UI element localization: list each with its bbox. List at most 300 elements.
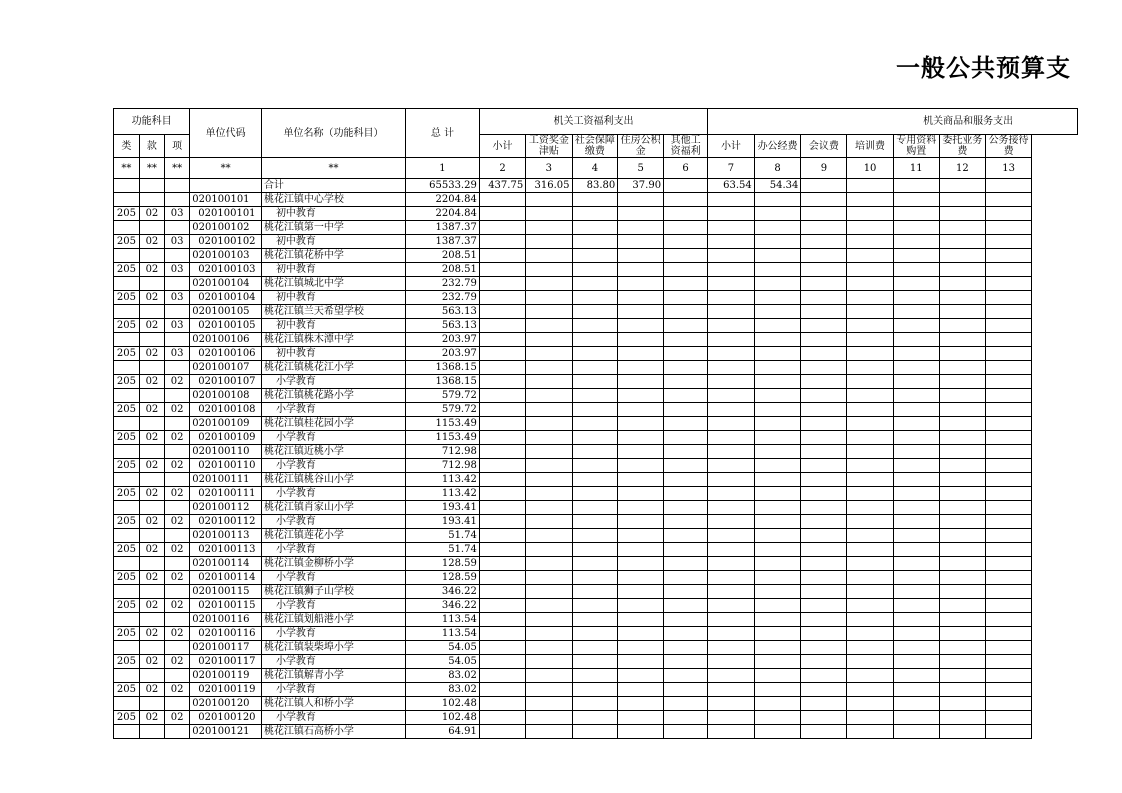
total-cell: 1368.15 <box>405 361 479 375</box>
table-cell <box>847 487 893 501</box>
table-cell <box>847 249 893 263</box>
unit-code-cell: 020100120 <box>190 711 262 725</box>
table-cell <box>801 319 847 333</box>
unit-name-cell: 桃花江镇株木潭中学 <box>261 333 405 347</box>
unit-code-cell: 020100117 <box>190 655 262 669</box>
kuan-cell <box>139 361 164 375</box>
table-row <box>114 305 1078 319</box>
table-cell <box>801 529 847 543</box>
table-cell <box>847 459 893 473</box>
table-cell <box>754 277 801 291</box>
table-cell <box>893 669 939 683</box>
table-cell <box>847 655 893 669</box>
star-cell: ** <box>261 158 405 179</box>
table-cell <box>893 347 939 361</box>
total-cell: 1368.15 <box>405 375 479 389</box>
xiang-cell: 03 <box>165 347 190 361</box>
table-cell <box>847 263 893 277</box>
table-cell <box>664 627 708 641</box>
table-cell <box>708 333 755 347</box>
unit-code-cell: 020100115 <box>190 599 262 613</box>
table-cell <box>985 515 1031 529</box>
unit-name-cell: 小学教育 <box>261 627 405 641</box>
table-cell <box>801 249 847 263</box>
kuan-cell <box>139 277 164 291</box>
xiang-cell <box>165 221 190 235</box>
table-cell <box>847 669 893 683</box>
xiang-cell: 02 <box>165 655 190 669</box>
table-cell <box>618 683 664 697</box>
table-cell <box>526 473 572 487</box>
table-cell <box>893 193 939 207</box>
table-row <box>114 221 1078 235</box>
table-cell <box>754 697 801 711</box>
column-header: 会议费 <box>801 135 847 158</box>
table-cell <box>664 249 708 263</box>
table-cell <box>939 417 985 431</box>
table-cell <box>801 697 847 711</box>
table-cell <box>479 627 525 641</box>
table-cell <box>893 627 939 641</box>
table-cell <box>754 319 801 333</box>
kuan-cell <box>139 669 164 683</box>
total-cell: 113.54 <box>405 613 479 627</box>
table-cell <box>526 515 572 529</box>
kuan-cell: 02 <box>139 347 164 361</box>
column-number: 1 <box>405 158 479 179</box>
table-cell <box>801 627 847 641</box>
lei-cell <box>114 221 140 235</box>
unit-name-cell: 桃花江镇装柴埠小学 <box>261 641 405 655</box>
table-cell <box>801 193 847 207</box>
table-cell <box>985 487 1031 501</box>
table-row <box>114 669 1078 683</box>
table-cell <box>939 641 985 655</box>
table-cell <box>526 221 572 235</box>
table-cell <box>708 557 755 571</box>
unit-name-cell: 小学教育 <box>261 599 405 613</box>
unit-code-cell: 020100103 <box>190 249 262 263</box>
table-cell <box>618 235 664 249</box>
column-number: 9 <box>801 158 847 179</box>
unit-code-cell: 020100102 <box>190 235 262 249</box>
kuan-cell: 02 <box>139 683 164 697</box>
table-cell <box>572 683 618 697</box>
table-cell <box>847 725 893 739</box>
table-cell <box>847 571 893 585</box>
table-cell <box>572 305 618 319</box>
func-subject-header: 功能科目 <box>114 109 190 135</box>
table-row <box>114 711 1078 725</box>
table-cell <box>572 669 618 683</box>
unit-name-cell: 小学教育 <box>261 571 405 585</box>
table-cell <box>847 529 893 543</box>
total-cell: 193.41 <box>405 501 479 515</box>
header-row-1 <box>114 109 1078 135</box>
table-cell <box>479 613 525 627</box>
table-cell <box>939 207 985 221</box>
table-cell <box>708 417 755 431</box>
table-cell <box>526 487 572 501</box>
table-cell <box>479 249 525 263</box>
table-cell <box>801 417 847 431</box>
kuan-cell <box>139 641 164 655</box>
kuan-cell <box>139 613 164 627</box>
lei-cell <box>114 501 140 515</box>
xiang-cell: 02 <box>165 487 190 501</box>
table-cell <box>939 697 985 711</box>
total-value: 65533.29 <box>405 179 479 193</box>
table-cell <box>664 711 708 725</box>
xiang-cell <box>165 725 190 739</box>
lei-cell <box>114 193 140 207</box>
table-cell <box>847 319 893 333</box>
total-cell: 1387.37 <box>405 235 479 249</box>
table-cell <box>801 655 847 669</box>
table-cell <box>754 263 801 277</box>
kuan-cell: 02 <box>139 655 164 669</box>
table-cell <box>985 725 1031 739</box>
lei-cell <box>114 725 140 739</box>
table-cell <box>526 543 572 557</box>
table-row <box>114 613 1078 627</box>
unit-code-cell: 020100111 <box>190 473 262 487</box>
column-header: 培训费 <box>847 135 893 158</box>
total-cell: 563.13 <box>405 305 479 319</box>
kuan-cell <box>139 221 164 235</box>
table-cell <box>479 389 525 403</box>
total-cell: 54.05 <box>405 641 479 655</box>
table-cell <box>526 389 572 403</box>
unit-code-cell: 020100113 <box>190 543 262 557</box>
table-cell <box>572 711 618 725</box>
table-cell <box>708 599 755 613</box>
table-cell <box>985 669 1031 683</box>
table-cell <box>801 305 847 319</box>
total-cell: 563.13 <box>405 319 479 333</box>
lei-cell: 205 <box>114 627 140 641</box>
column-header: 小计 <box>708 135 755 158</box>
unit-name-cell: 小学教育 <box>261 375 405 389</box>
table-cell <box>893 557 939 571</box>
kuan-cell <box>139 725 164 739</box>
table-cell <box>939 403 985 417</box>
column-header: 办公经费 <box>754 135 801 158</box>
table-cell <box>572 585 618 599</box>
table-cell <box>664 487 708 501</box>
table-cell <box>479 445 525 459</box>
xiang-cell <box>165 669 190 683</box>
table-row <box>114 235 1078 249</box>
table-cell <box>664 319 708 333</box>
table-cell <box>893 641 939 655</box>
table-cell <box>801 207 847 221</box>
unit-name-cell: 桃花江镇莲花小学 <box>261 529 405 543</box>
kuan-cell: 02 <box>139 431 164 445</box>
table-cell <box>801 235 847 249</box>
unit-name-header: 单位名称（功能科目） <box>261 109 405 158</box>
table-cell <box>526 375 572 389</box>
table-cell <box>664 347 708 361</box>
lei-cell <box>114 529 140 543</box>
kuan-cell <box>139 333 164 347</box>
unit-code-cell: 020100120 <box>190 697 262 711</box>
table-row <box>114 697 1078 711</box>
kuan-cell <box>139 249 164 263</box>
table-cell <box>572 291 618 305</box>
table-cell <box>985 571 1031 585</box>
xiang-cell: 03 <box>165 291 190 305</box>
table-cell <box>754 487 801 501</box>
table-cell <box>754 641 801 655</box>
table-cell <box>847 473 893 487</box>
table-cell <box>893 235 939 249</box>
table-cell <box>664 403 708 417</box>
table-cell <box>847 515 893 529</box>
table-cell <box>939 557 985 571</box>
table-cell <box>939 473 985 487</box>
kuan-cell <box>139 585 164 599</box>
table-row <box>114 585 1078 599</box>
total-header: 总 计 <box>405 109 479 158</box>
table-cell <box>618 207 664 221</box>
table-cell <box>754 613 801 627</box>
table-cell <box>847 235 893 249</box>
table-cell <box>939 291 985 305</box>
table-cell <box>893 375 939 389</box>
table-cell <box>708 361 755 375</box>
lei-cell <box>114 557 140 571</box>
table-cell <box>572 473 618 487</box>
table-cell <box>985 389 1031 403</box>
table-cell <box>847 613 893 627</box>
table-cell <box>572 515 618 529</box>
table-row <box>114 543 1078 557</box>
column-header: 工资奖金津贴 <box>526 135 572 158</box>
kuan-cell <box>139 697 164 711</box>
table-cell <box>893 277 939 291</box>
total-cell: 712.98 <box>405 459 479 473</box>
table-cell <box>572 277 618 291</box>
table-cell <box>939 585 985 599</box>
table-cell <box>801 221 847 235</box>
unit-code-cell: 020100109 <box>190 431 262 445</box>
table-cell <box>572 487 618 501</box>
table-cell <box>618 613 664 627</box>
unit-code-cell: 020100113 <box>190 529 262 543</box>
table-cell <box>847 711 893 725</box>
table-cell <box>893 305 939 319</box>
table-cell <box>618 585 664 599</box>
kuan-cell: 02 <box>139 571 164 585</box>
unit-code-cell: 020100101 <box>190 193 262 207</box>
kuan-cell <box>139 529 164 543</box>
table-cell <box>618 445 664 459</box>
column-header: 小计 <box>479 135 525 158</box>
table-row <box>114 641 1078 655</box>
unit-code-cell: 020100116 <box>190 613 262 627</box>
table-row <box>114 529 1078 543</box>
table-cell <box>939 599 985 613</box>
table-cell <box>801 571 847 585</box>
table-cell <box>708 347 755 361</box>
total-cell: 316.05 <box>526 179 572 193</box>
lei-cell: 205 <box>114 599 140 613</box>
table-cell <box>526 627 572 641</box>
unit-name-cell: 初中教育 <box>261 263 405 277</box>
table-cell <box>801 473 847 487</box>
table-cell <box>618 711 664 725</box>
table-cell <box>754 389 801 403</box>
table-row <box>114 557 1078 571</box>
table-cell <box>526 249 572 263</box>
table-cell <box>985 249 1031 263</box>
table-cell <box>618 515 664 529</box>
unit-name-cell: 桃花江镇花桥中学 <box>261 249 405 263</box>
xiang-cell <box>165 445 190 459</box>
unit-code-cell: 020100109 <box>190 417 262 431</box>
kuan-cell: 02 <box>139 235 164 249</box>
table-cell <box>847 599 893 613</box>
lei-cell: 205 <box>114 459 140 473</box>
unit-code-cell: 020100102 <box>190 221 262 235</box>
table-cell <box>572 235 618 249</box>
xiang-cell <box>165 529 190 543</box>
table-cell <box>754 515 801 529</box>
unit-name-cell: 桃花江镇桃花路小学 <box>261 389 405 403</box>
table-cell <box>939 529 985 543</box>
table-cell <box>985 557 1031 571</box>
xiang-cell <box>165 641 190 655</box>
table-cell <box>708 305 755 319</box>
xiang-cell: 03 <box>165 207 190 221</box>
unit-code-header: 单位代码 <box>190 109 262 158</box>
table-cell <box>526 431 572 445</box>
table-cell <box>572 333 618 347</box>
table-cell <box>801 599 847 613</box>
table-cell <box>664 361 708 375</box>
table-cell <box>985 711 1031 725</box>
table-cell <box>708 473 755 487</box>
table-cell <box>572 431 618 445</box>
table-row <box>114 333 1078 347</box>
table-cell <box>801 277 847 291</box>
column-header: 社会保障缴费 <box>572 135 618 158</box>
xiang-cell <box>165 585 190 599</box>
table-cell <box>664 613 708 627</box>
table-cell <box>801 557 847 571</box>
total-cell: 579.72 <box>405 389 479 403</box>
table-cell <box>479 641 525 655</box>
table-cell <box>526 613 572 627</box>
table-cell <box>708 263 755 277</box>
table-cell <box>526 235 572 249</box>
table-cell <box>479 697 525 711</box>
unit-name-cell: 桃花江镇中心学校 <box>261 193 405 207</box>
table-cell <box>479 235 525 249</box>
table-cell <box>754 543 801 557</box>
total-cell: 113.54 <box>405 627 479 641</box>
table-cell <box>754 375 801 389</box>
unit-name-cell: 小学教育 <box>261 431 405 445</box>
unit-name-cell: 桃花江镇桃花江小学 <box>261 361 405 375</box>
table-cell <box>664 515 708 529</box>
table-cell <box>572 249 618 263</box>
table-cell <box>985 263 1031 277</box>
table-cell <box>479 221 525 235</box>
table-cell <box>664 277 708 291</box>
table-cell <box>618 571 664 585</box>
lei-cell <box>114 669 140 683</box>
xiang-cell <box>165 473 190 487</box>
table-cell <box>479 403 525 417</box>
kuan-cell: 02 <box>139 627 164 641</box>
total-cell: 712.98 <box>405 445 479 459</box>
table-cell <box>664 655 708 669</box>
table-cell <box>618 319 664 333</box>
table-row <box>114 263 1078 277</box>
column-number: 3 <box>526 158 572 179</box>
total-cell: 579.72 <box>405 403 479 417</box>
table-cell <box>893 263 939 277</box>
xiang-cell: 02 <box>165 459 190 473</box>
unit-code-cell: 020100110 <box>190 445 262 459</box>
table-cell <box>664 291 708 305</box>
table-cell <box>939 725 985 739</box>
table-cell <box>526 305 572 319</box>
table-cell <box>526 529 572 543</box>
table-cell <box>664 571 708 585</box>
unit-name-cell: 初中教育 <box>261 291 405 305</box>
table-cell <box>479 263 525 277</box>
table-cell <box>479 571 525 585</box>
lei-header: 类 <box>114 135 140 158</box>
kuan-cell: 02 <box>139 515 164 529</box>
total-cell: 102.48 <box>405 711 479 725</box>
table-cell <box>893 571 939 585</box>
table-cell <box>479 319 525 333</box>
table-cell <box>618 459 664 473</box>
table-cell <box>985 473 1031 487</box>
table-cell <box>618 361 664 375</box>
table-cell <box>526 207 572 221</box>
page-title: 一般公共预算支 <box>896 54 1071 82</box>
table-cell <box>893 431 939 445</box>
table-cell <box>893 515 939 529</box>
total-cell: 346.22 <box>405 585 479 599</box>
table-cell <box>801 585 847 599</box>
table-cell <box>664 683 708 697</box>
unit-name-cell: 桃花江镇第一中学 <box>261 221 405 235</box>
table-cell <box>572 417 618 431</box>
table-cell <box>526 641 572 655</box>
table-cell <box>618 403 664 417</box>
table-cell <box>708 641 755 655</box>
total-cell: 128.59 <box>405 557 479 571</box>
table-row <box>114 445 1078 459</box>
table-cell <box>572 193 618 207</box>
total-cell: 64.91 <box>405 725 479 739</box>
unit-code-cell: 020100104 <box>190 291 262 305</box>
table-cell <box>572 207 618 221</box>
table-cell <box>572 627 618 641</box>
kuan-cell <box>139 417 164 431</box>
unit-code-cell: 020100103 <box>190 263 262 277</box>
lei-cell <box>114 277 140 291</box>
column-number: 6 <box>664 158 708 179</box>
unit-name-cell: 桃花江镇金柳桥小学 <box>261 557 405 571</box>
xiang-cell <box>165 277 190 291</box>
